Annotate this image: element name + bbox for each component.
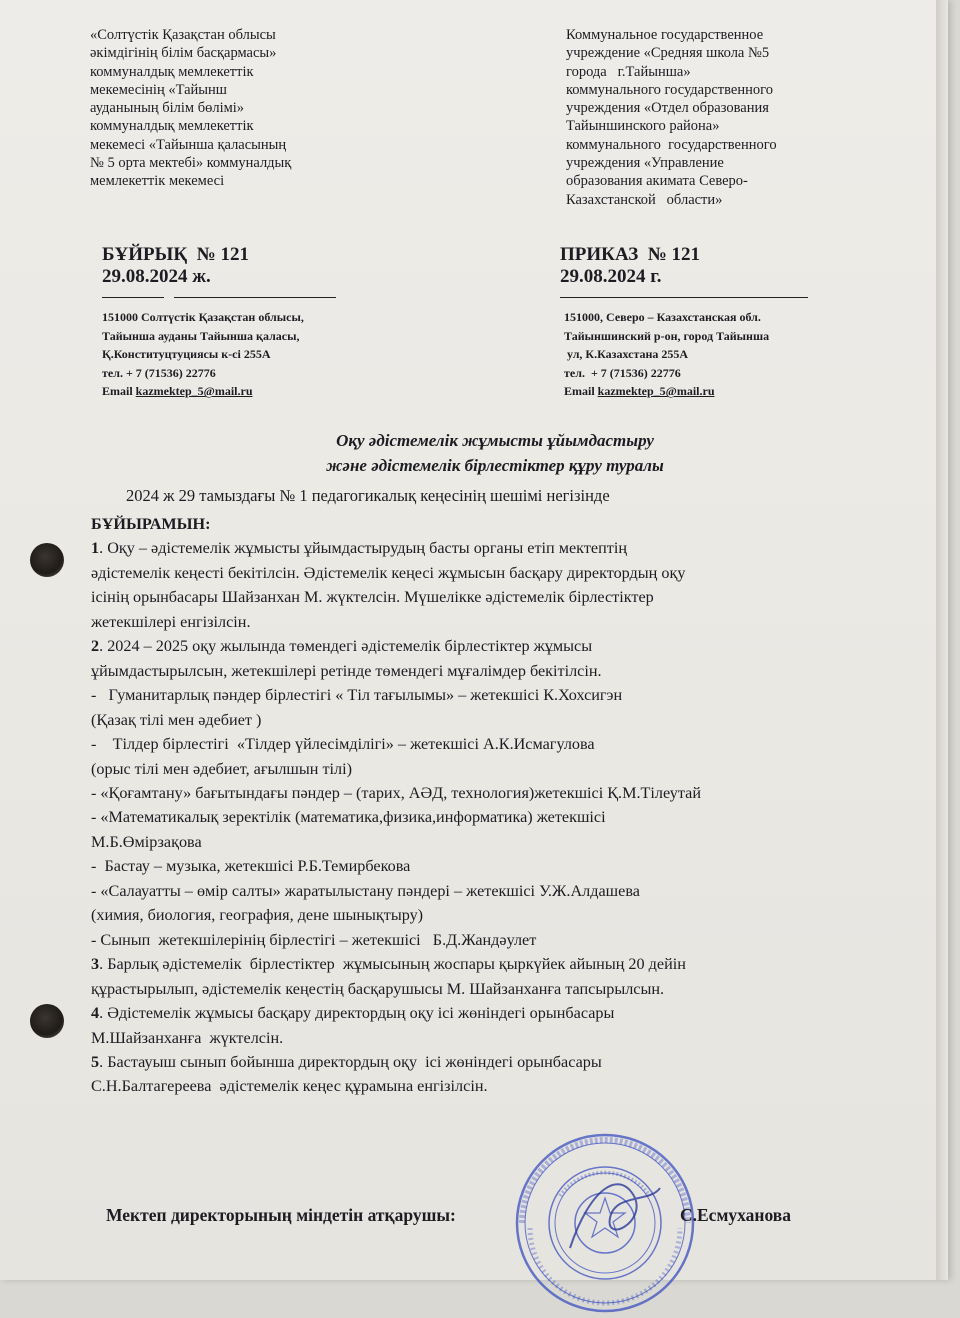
signature-label: Мектеп директорының міндетін атқарушы:: [106, 1205, 456, 1225]
signature-name: С.Есмуханова: [680, 1205, 791, 1225]
document-body: [91, 512, 921, 1099]
item-1-line: жетекшілері енгізілсін.: [91, 612, 251, 631]
header-right-line: учреждения «Отдел образования: [566, 100, 769, 117]
item-5-line: С.Н.Балтагереева әдістемелік кеңес құрамына енгізілсін.: [91, 1077, 488, 1096]
item-2-line: - Тілдер бірлестігі «Тілдер үйлесімділігі» – жетекшісі А.К.Исмагулова: [91, 735, 595, 754]
email-line: [102, 382, 304, 401]
address-line: тел. + 7 (71536) 22776: [102, 365, 216, 380]
address-left: [102, 308, 304, 401]
address-right: [564, 308, 769, 401]
order-number-russian: [560, 244, 700, 288]
item-5-line: 5. Бастауыш сынып бойынша директордың оқу ісі жөніндегі орынбасары: [91, 1052, 602, 1071]
item-2-line: ұйымдастырылсын, жетекшілері ретінде төмендегі мұғалімдер бекітілсін.: [91, 661, 602, 680]
address-line: Тайыншинский р-он, город Тайынша: [564, 328, 770, 343]
header-left-line: әкімдігінің білім басқармасы»: [90, 45, 277, 62]
email-link[interactable]: kazmektep_5@mail.ru: [135, 384, 253, 399]
order-number-kazakh: [102, 244, 249, 288]
punch-hole-bottom: [30, 1004, 64, 1038]
decree-word: БҰЙЫРАМЫН:: [91, 515, 211, 533]
item-1-line: ісінің орынбасары Шайзанхан М. жүктелсін. Мүшелікке әдістемелік бірлестіктер: [91, 588, 654, 607]
item-4-line: 4. Әдістемелік жұмысы басқару директордың оқу ісі жөніндегі орынбасары: [91, 1004, 615, 1023]
header-left-line: ауданының білім бөлімі»: [90, 100, 245, 117]
item-2-line: - Бастау – музыка, жетекшісі Р.Б.Темирбекова: [91, 857, 411, 876]
header-left-line: коммуналдық мемлекеттік: [90, 63, 254, 80]
header-right-line: Коммунальное государственное: [566, 27, 764, 43]
address-line: Қ.Конституцтуциясы к-сі 255А: [102, 347, 271, 362]
header-right-line: коммунального государственного: [566, 81, 773, 98]
email-line: [564, 382, 769, 401]
item-2-line: 2. 2024 – 2025 оқу жылында төмендегі әдістемелік бірлестіктер жұмысы: [91, 637, 593, 656]
header-right-russian: [566, 26, 777, 209]
item-2-line: М.Б.Өмірзақова: [91, 832, 202, 851]
title-line-2: және әдістемелік бірлестіктер құру туралы: [326, 456, 664, 475]
header-right-line: учреждения «Управление: [566, 155, 724, 172]
email-label: Email: [564, 384, 598, 399]
divider-line: [174, 297, 336, 298]
order-date: 29.08.2024 г.: [560, 266, 662, 287]
header-right-line: Казахстанской области»: [566, 191, 723, 208]
item-number: 2: [91, 637, 100, 656]
item-2-line: (Қазақ тілі мен әдебиет ): [91, 710, 262, 729]
address-line: 151000 Солтүстік Қазақстан облысы,: [102, 310, 304, 324]
item-4-line: М.Шайзанханға жүктелсін.: [91, 1028, 284, 1047]
title-line-1: Оқу әдістемелік жұмысты ұйымдастыру: [336, 431, 654, 450]
order-title: ПРИКАЗ № 121: [560, 244, 701, 265]
header-left-line: № 5 орта мектебі» коммуналдық: [90, 155, 292, 172]
item-2-line: (орыс тілі мен әдебиет, ағылшын тілі): [91, 759, 353, 778]
header-left-line: мекемесінің «Тайынш: [90, 81, 227, 98]
punch-hole-top: [30, 543, 64, 577]
header-right-line: учреждение «Средняя школа №5: [566, 45, 770, 62]
item-2-line: - «Салауатты – өмір салты» жаратылыстану пәндері – жетекшісі У.Ж.Алдашева: [91, 881, 640, 900]
order-date: 29.08.2024 ж.: [102, 266, 211, 287]
order-title: БҰЙРЫҚ № 121: [102, 244, 249, 265]
address-line: 151000, Северо – Казахстанская обл.: [564, 310, 761, 324]
header-left-line: «Солтүстік Қазақстан облысы: [90, 27, 276, 43]
item-number: 4: [91, 1004, 100, 1023]
header-right-line: Тайыншинского района»: [566, 118, 720, 135]
item-number: 1: [91, 539, 100, 558]
header-right-line: города г.Тайынша»: [566, 63, 691, 80]
item-2-line: (химия, биология, география, дене шынықтыру): [91, 906, 424, 925]
header-right-line: коммунального государственного: [566, 136, 777, 153]
item-2-line: - Сынып жетекшілерінің бірлестігі – жетекшісі Б.Д.Жандәулет: [91, 930, 537, 949]
address-line: Тайынша ауданы Тайынша қаласы,: [102, 328, 300, 343]
item-number: 5: [91, 1052, 100, 1071]
divider-line: [102, 297, 164, 298]
basis-statement: 2024 ж 29 тамыздағы № 1 педагогикалық кеңесінің шешімі негізінде: [126, 486, 610, 505]
item-2-line: - «Қоғамтану» бағытындағы пәндер – (тарих, АӘД, технология)жетекшісі Қ.М.Тілеутай: [91, 783, 702, 802]
header-left-line: мемлекеттік мекемесі: [90, 173, 225, 190]
item-1-line: 1. Оқу – әдістемелік жұмысты ұйымдастырудың басты органы етіп мектептің: [91, 539, 627, 558]
header-right-line: образования акимата Северо-: [566, 173, 748, 190]
document-title: [0, 428, 960, 478]
paper-edge: [936, 0, 948, 1280]
official-seal: [510, 1128, 700, 1318]
item-2-line: - Гуманитарлық пәндер бірлестігі « Тіл тағылымы» – жетекшісі К.Хохсигэн: [91, 686, 623, 705]
item-3-line: 3. Барлық әдістемелік бірлестіктер жұмысының жоспары қыркүйек айының 20 дейін: [91, 955, 686, 974]
divider-line: [560, 297, 808, 298]
item-2-line: - «Математикалық зеректілік (математика,физика,информатика) жетекшісі: [91, 808, 606, 827]
header-left-line: мекемесі «Тайынша қаласының: [90, 136, 287, 153]
item-1-line: әдістемелік кеңесті бекітілсін. Әдістемелік кеңесі жұмысын басқару директордың оқу: [91, 563, 686, 582]
item-3-line: құрастырылып, әдістемелік кеңестің басқарушысы М. Шайзанханға тапсырылсын.: [91, 979, 665, 998]
address-line: ул, К.Казахстана 255А: [564, 347, 689, 362]
header-left-kazakh: [90, 26, 291, 191]
item-number: 3: [91, 955, 100, 974]
email-link[interactable]: kazmektep_5@mail.ru: [597, 384, 715, 399]
address-line: тел. + 7 (71536) 22776: [564, 365, 681, 380]
header-left-line: коммуналдық мемлекеттік: [90, 118, 254, 135]
email-label: Email: [102, 384, 136, 399]
